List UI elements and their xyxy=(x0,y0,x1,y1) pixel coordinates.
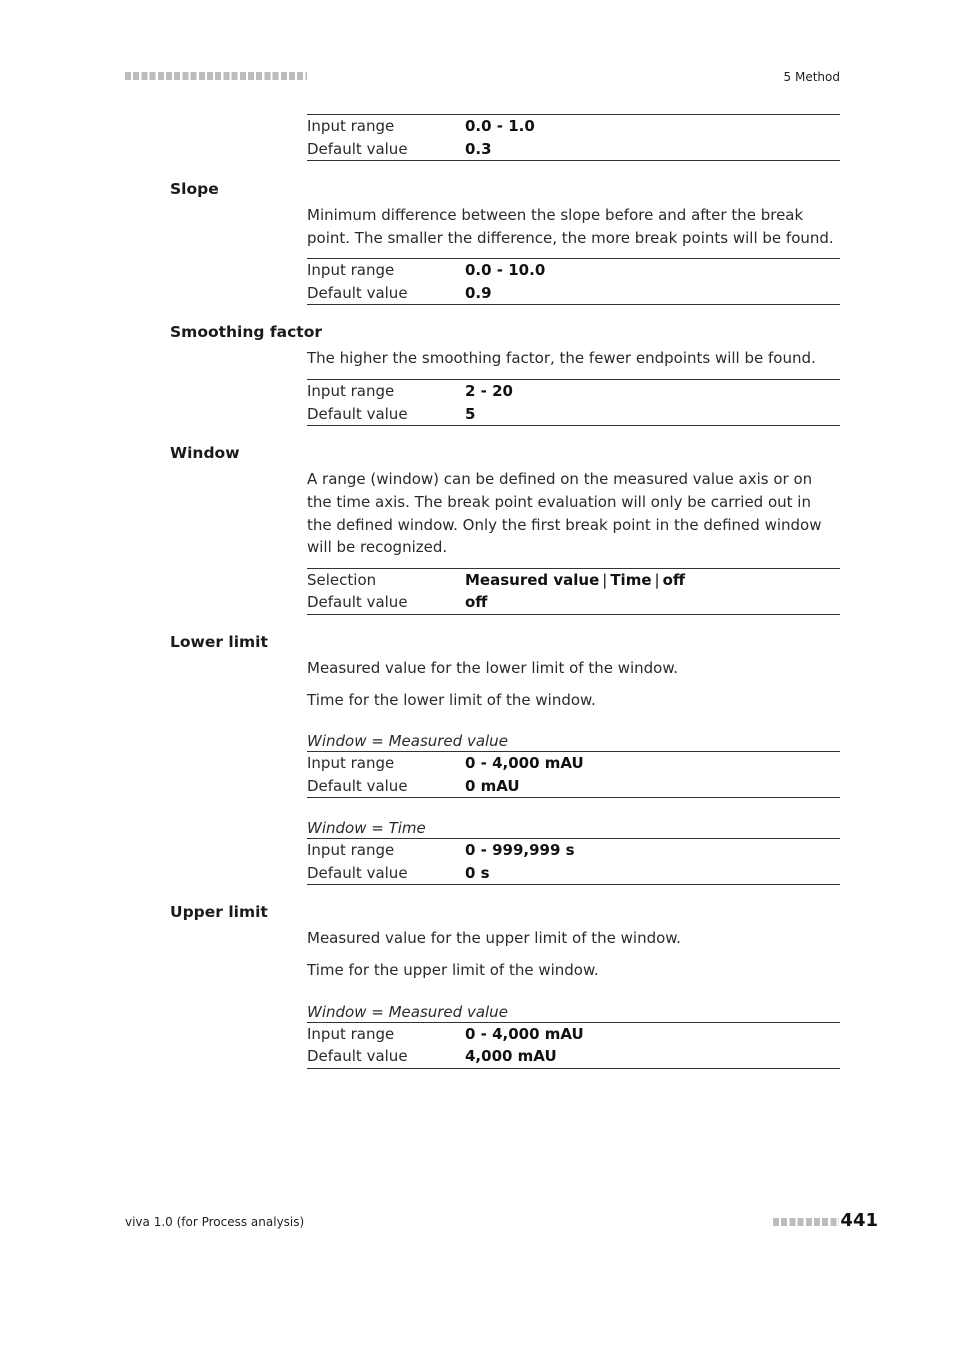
header-decoration xyxy=(125,72,307,80)
row-value: 0 - 999,999 s xyxy=(465,841,575,860)
row-key: Input range xyxy=(307,1024,395,1043)
row-key: Default value xyxy=(307,139,408,158)
option-off: off xyxy=(662,570,686,589)
table-row xyxy=(307,839,840,862)
option-separator: | xyxy=(654,570,660,589)
page-number: 441 xyxy=(840,1210,878,1231)
param-description: Measured value for the lower limit of the window. xyxy=(307,658,679,677)
document-body xyxy=(0,114,954,1069)
param-window xyxy=(0,442,954,615)
table-row xyxy=(307,591,840,614)
param-title: Window xyxy=(170,444,240,463)
table-row xyxy=(307,138,840,161)
param-description: Measured value for the upper limit of the window. xyxy=(307,929,681,948)
table-row xyxy=(307,1022,840,1045)
value-table xyxy=(307,1022,840,1069)
param-title: Smoothing factor xyxy=(170,323,322,342)
param-description: Time for the upper limit of the window. xyxy=(307,961,599,980)
option-time: Time xyxy=(610,570,652,589)
row-value: 0.0 - 1.0 xyxy=(465,117,535,135)
subtable-caption: Window = Time xyxy=(307,819,426,838)
row-key: Input range xyxy=(307,841,395,860)
value-table xyxy=(307,751,840,798)
row-key: Default value xyxy=(307,593,408,612)
table-row xyxy=(307,115,840,138)
option-separator: | xyxy=(602,570,608,589)
param-description: The higher the smoothing factor, the fewer endpoints will be found. xyxy=(307,349,816,368)
param-title: Upper limit xyxy=(170,903,268,922)
row-value: 2 - 20 xyxy=(465,382,513,401)
row-key: Input range xyxy=(307,382,395,401)
subtable-caption: Window = Measured value xyxy=(307,1002,508,1021)
param-slope xyxy=(0,178,954,305)
param-description: A range (window) can be defined on the measured value axis or on the time axis. The break point evaluation will only be carried out in the defined window. Only the first break point in the defined window will be recognized. xyxy=(307,470,822,557)
row-value: off xyxy=(465,593,488,612)
param-upper-limit xyxy=(0,901,954,1068)
row-value: 0 s xyxy=(465,863,490,882)
row-value: 0 - 4,000 mAU xyxy=(465,754,584,773)
row-value: 5 xyxy=(465,404,476,423)
row-value: 0.9 xyxy=(465,283,492,302)
row-value: 0.3 xyxy=(465,139,492,158)
row-value: 0 - 4,000 mAU xyxy=(465,1024,584,1043)
row-key: Input range xyxy=(307,117,395,135)
table-row xyxy=(307,282,840,305)
footer-product: viva 1.0 (for Process analysis) xyxy=(125,1215,305,1229)
table-row xyxy=(307,862,840,885)
param-title: Slope xyxy=(170,180,219,198)
param-description: Time for the lower limit of the window. xyxy=(307,690,596,709)
row-key: Selection xyxy=(307,570,377,589)
table-row xyxy=(307,568,840,591)
row-value: 0.0 - 10.0 xyxy=(465,261,546,280)
row-key: Input range xyxy=(307,261,395,280)
table-row xyxy=(307,775,840,798)
subtable-caption: Window = Measured value xyxy=(307,732,508,751)
value-table xyxy=(307,568,840,615)
selection-options xyxy=(465,568,840,591)
row-key: Default value xyxy=(307,863,408,882)
table-row xyxy=(307,403,840,426)
table-row xyxy=(307,1045,840,1068)
param-title: Lower limit xyxy=(170,632,268,651)
row-key: Default value xyxy=(307,1047,408,1066)
chapter-title: 5 Method xyxy=(783,70,840,84)
value-table xyxy=(307,379,840,426)
row-key: Input range xyxy=(307,754,395,773)
row-key: Default value xyxy=(307,283,408,302)
param-smoothing-factor xyxy=(0,321,954,426)
value-table xyxy=(307,838,840,885)
table-row xyxy=(307,380,840,403)
option-measured-value: Measured value xyxy=(465,570,600,589)
row-value: 0 mAU xyxy=(465,776,520,795)
footer-decoration xyxy=(773,1218,839,1226)
table-row xyxy=(307,259,840,282)
param-lower-limit xyxy=(0,631,954,885)
param-description: Minimum difference between the slope before and after the break point. The smaller the difference, the more break points will be found. xyxy=(307,206,834,247)
row-value: 4,000 mAU xyxy=(465,1047,557,1066)
row-key: Default value xyxy=(307,776,408,795)
top-value-table xyxy=(307,114,840,161)
table-row xyxy=(307,752,840,775)
value-table xyxy=(307,258,840,305)
row-key: Default value xyxy=(307,404,408,423)
